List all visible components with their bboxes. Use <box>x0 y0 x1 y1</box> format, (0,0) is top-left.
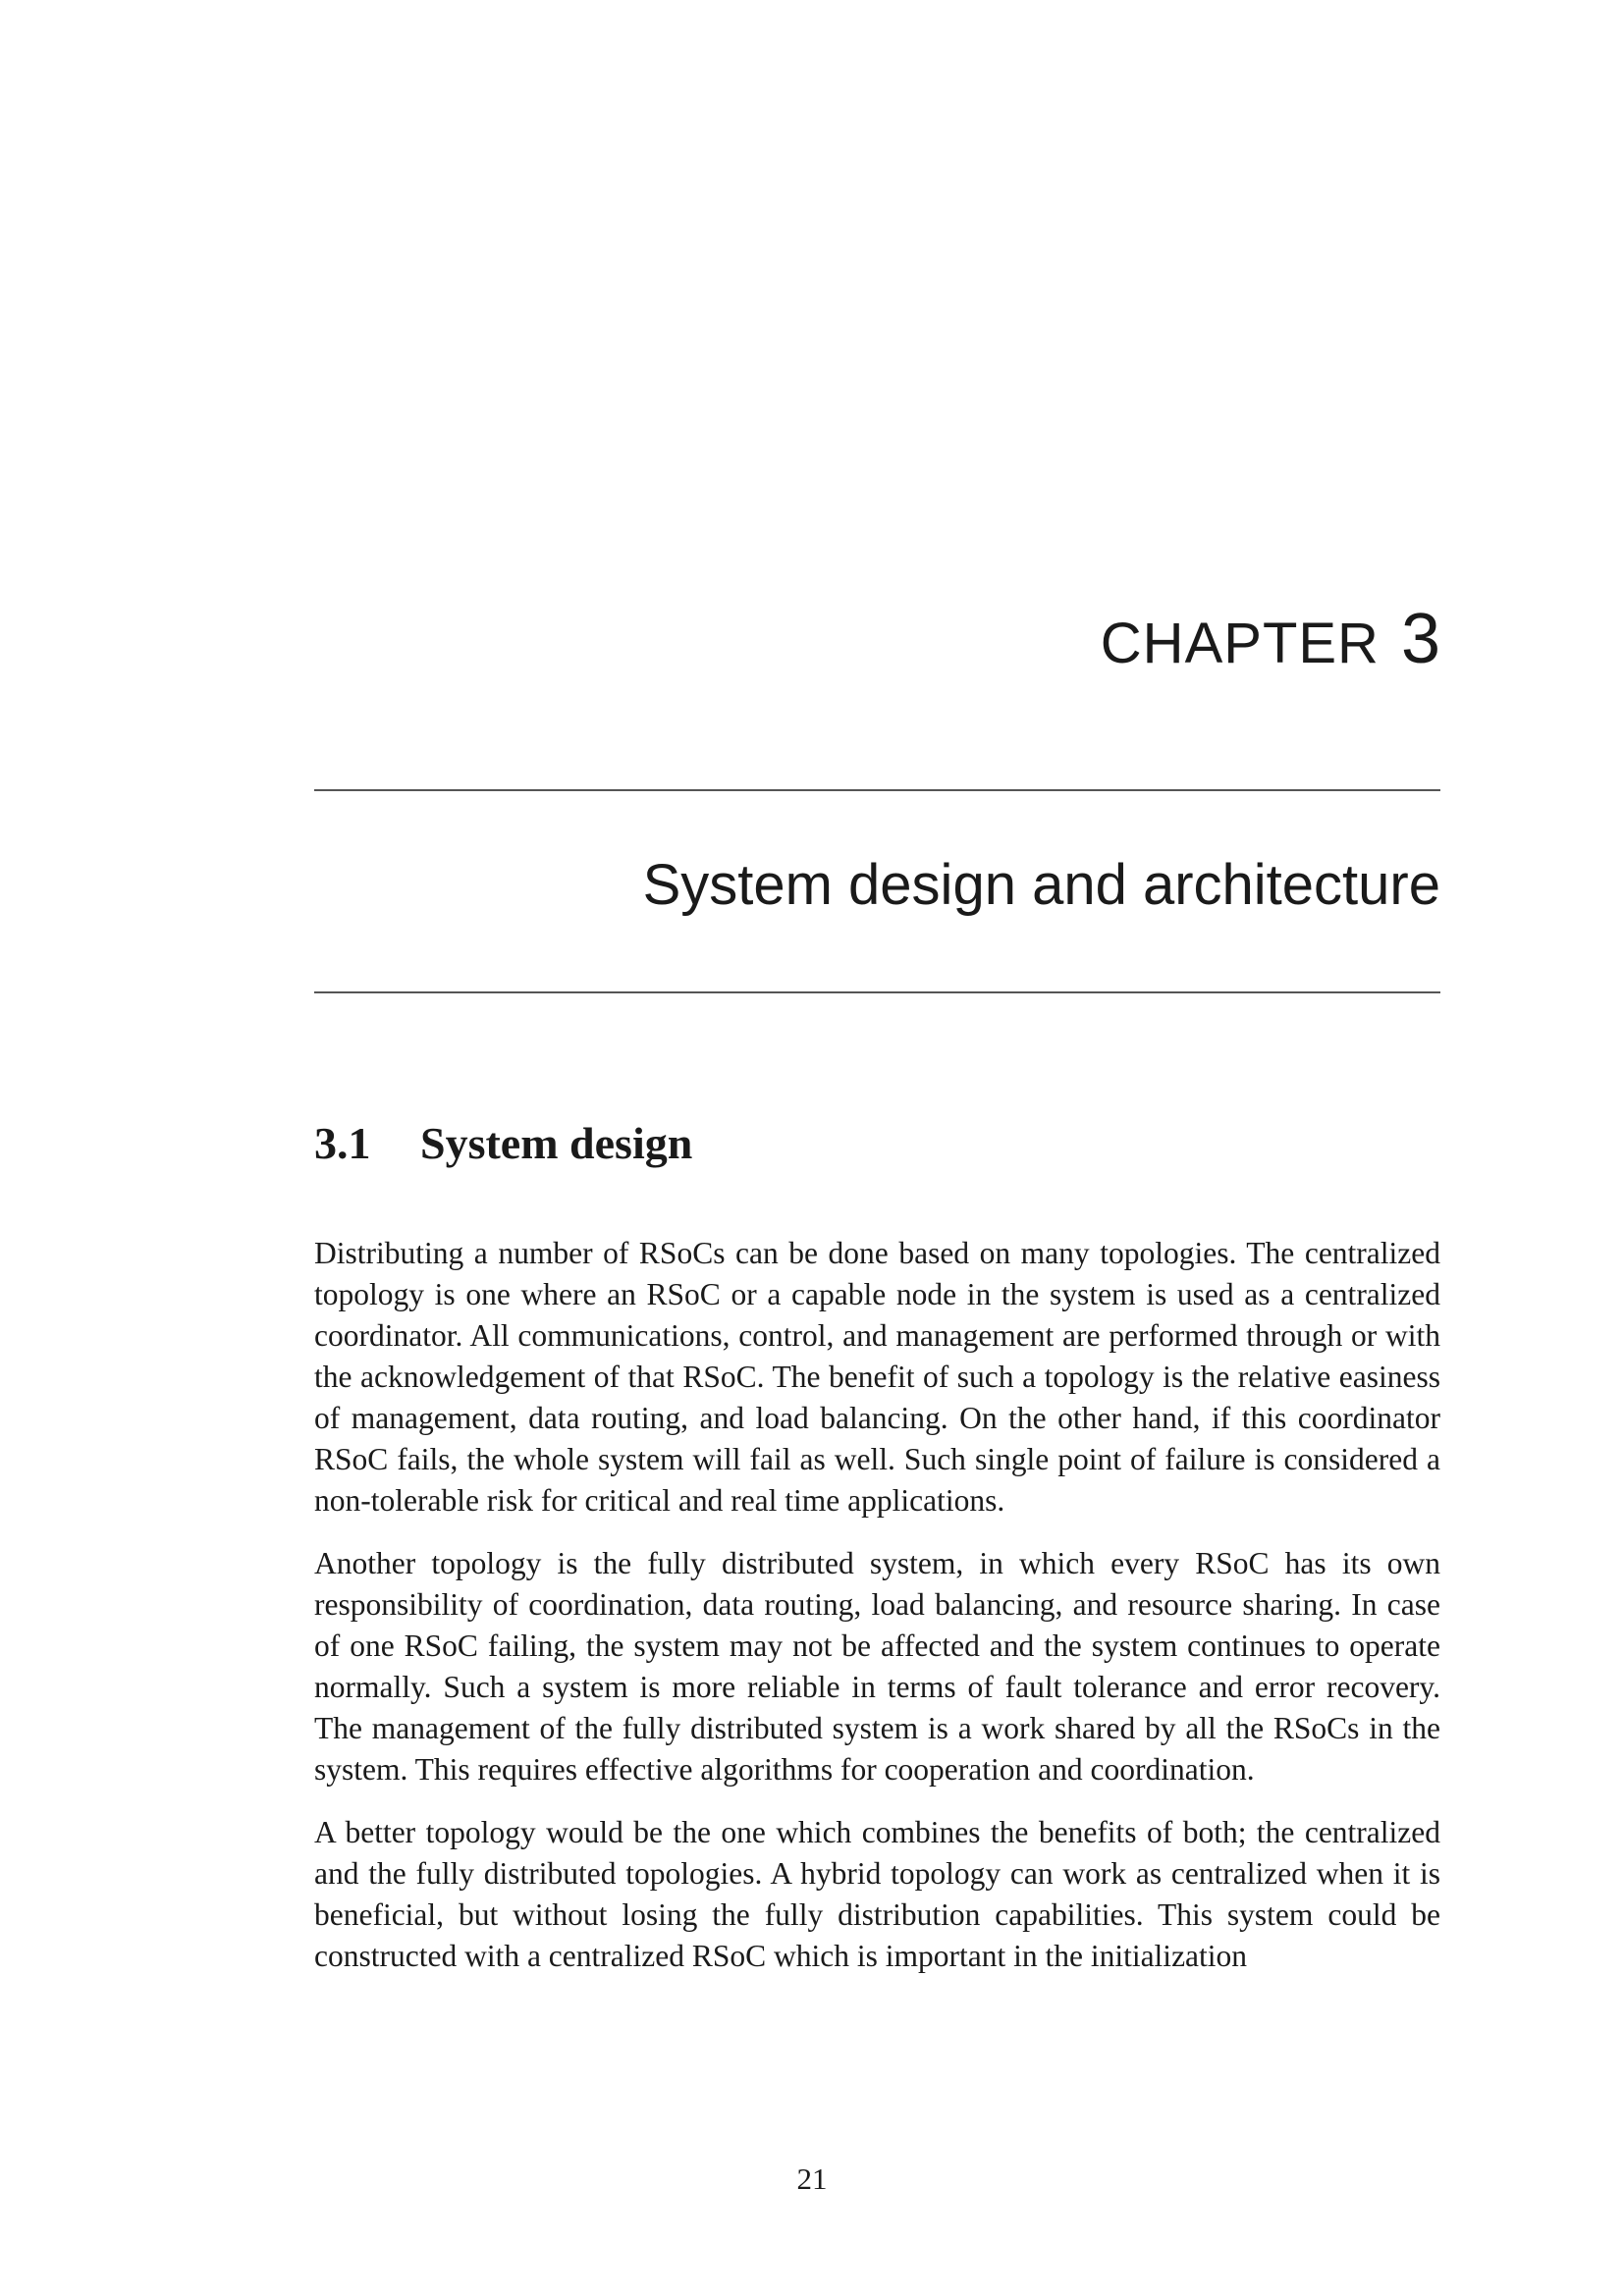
chapter-rule-bottom <box>314 991 1440 993</box>
section-heading <box>314 1117 692 1169</box>
chapter-number: 3 <box>1400 600 1440 678</box>
paragraph-3: A better topology would be the one which combines the benefits of both; the centralized and the fully distributed topologies. A hybrid topology can work as centralized when it is beneficial, but without losing the fully distribution capabilities. This system could be constructed with a centralized RSoC which is important in the initialization <box>314 1815 1440 1973</box>
page-number: 21 <box>796 2162 828 2196</box>
chapter-word: CHAPTER <box>1100 612 1380 675</box>
chapter-rule-top <box>314 789 1440 791</box>
body-text <box>314 1233 1440 1999</box>
paragraph-2: Another topology is the fully distributed system, in which every RSoC has its own responsibility of coordination, data routing, load balancing, and resource sharing. In case of one RSoC failing, the system may not be affected and the system continues to operate normally. Such a system is more reliable in terms of fault tolerance and error recovery. The management of the fully distributed system is a work shared by all the RSoCs in the system. This requires effective algorithms for cooperation and coordination. <box>314 1546 1440 1787</box>
chapter-title: System design and architecture <box>642 853 1440 917</box>
paragraph-1: Distributing a number of RSoCs can be done based on many topologies. The centralized topology is one where an RSoC or a capable node in the system is used as a centralized coordinator. All communications, control, and management are performed through or with the acknowledgement of that RSoC. The benefit of such a topology is the relative easiness of management, data routing, and load balancing. On the other hand, if this coordinator RSoC fails, the whole system will fail as well. Such single point of failure is considered a non-tolerable risk for critical and real time applications. <box>314 1236 1440 1518</box>
section-number: 3.1 <box>314 1118 371 1168</box>
chapter-label <box>314 599 1440 679</box>
section-title: System design <box>420 1118 693 1168</box>
